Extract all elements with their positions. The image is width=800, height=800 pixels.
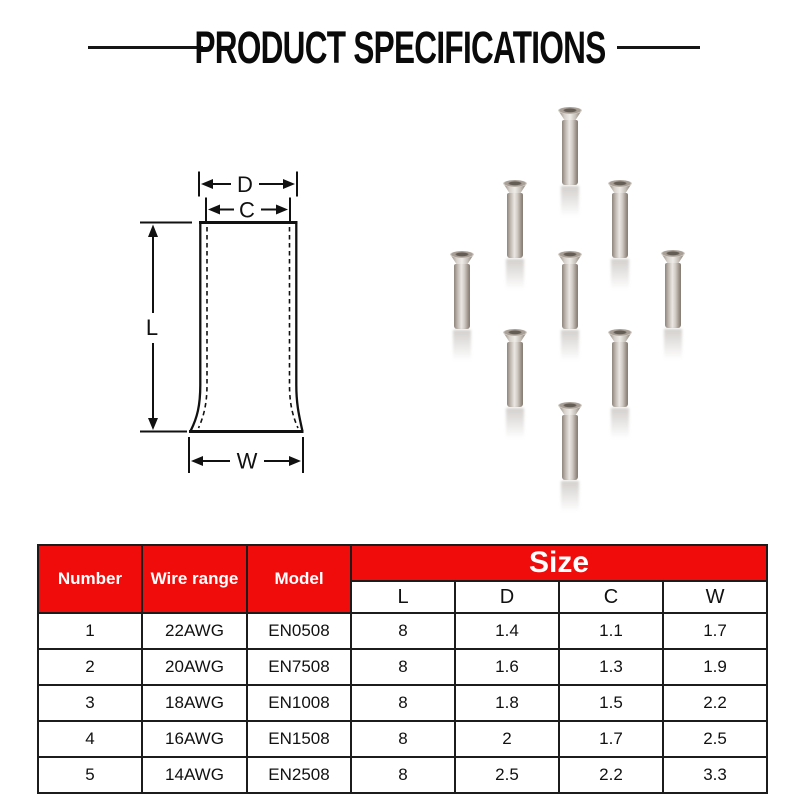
size-subheader-d: D bbox=[455, 581, 559, 613]
ferrule-rim-opening bbox=[503, 329, 527, 336]
dim-label-l: L bbox=[145, 315, 159, 340]
cell-size-c: 2.2 bbox=[559, 757, 663, 793]
ferrule-rim-opening bbox=[608, 180, 632, 187]
ferrule-photo-item bbox=[503, 329, 527, 409]
ferrule-photo-item bbox=[558, 402, 582, 482]
cell-model: EN0508 bbox=[247, 613, 351, 649]
cell-size-d: 2 bbox=[455, 721, 559, 757]
col-header-number: Number bbox=[38, 545, 142, 613]
ferrule-reflection bbox=[453, 330, 471, 366]
cell-wire-range: 14AWG bbox=[142, 757, 247, 793]
cell-model: EN2508 bbox=[247, 757, 351, 793]
ferrule-outline bbox=[189, 223, 304, 432]
title-divider-right bbox=[617, 46, 700, 49]
cell-wire-range: 18AWG bbox=[142, 685, 247, 721]
ferrule-tube bbox=[454, 264, 470, 329]
cell-number: 3 bbox=[38, 685, 142, 721]
spec-table bbox=[37, 544, 768, 794]
ferrule-rim-opening bbox=[558, 251, 582, 258]
table-row bbox=[38, 721, 767, 757]
ferrule-reflection bbox=[611, 259, 629, 295]
cell-model: EN1008 bbox=[247, 685, 351, 721]
cell-number: 1 bbox=[38, 613, 142, 649]
ferrule-tube bbox=[612, 193, 628, 258]
cell-size-c: 1.7 bbox=[559, 721, 663, 757]
cell-size-w: 2.2 bbox=[663, 685, 767, 721]
cell-size-w: 3.3 bbox=[663, 757, 767, 793]
ferrule-rim-opening bbox=[608, 329, 632, 336]
cell-model: EN1508 bbox=[247, 721, 351, 757]
ferrule-reflection bbox=[561, 186, 579, 222]
spec-table-header bbox=[38, 545, 767, 613]
ferrule-rim-opening bbox=[503, 180, 527, 187]
ferrule-photo-item bbox=[558, 107, 582, 187]
cell-size-l: 8 bbox=[351, 685, 455, 721]
table-row bbox=[38, 649, 767, 685]
cell-size-d: 1.6 bbox=[455, 649, 559, 685]
size-subheader-l: L bbox=[351, 581, 455, 613]
ferrule-photo-item bbox=[661, 250, 685, 330]
cell-wire-range: 20AWG bbox=[142, 649, 247, 685]
ferrule-reflection bbox=[664, 329, 682, 365]
size-subheader-c: C bbox=[559, 581, 663, 613]
col-header-model: Model bbox=[247, 545, 351, 613]
cell-number: 5 bbox=[38, 757, 142, 793]
ferrule-photo-item bbox=[503, 180, 527, 260]
ferrule-rim-opening bbox=[558, 402, 582, 409]
ferrule-dimension-diagram bbox=[128, 158, 328, 488]
ferrule-tube bbox=[562, 415, 578, 480]
ferrule-tube bbox=[562, 120, 578, 185]
cell-size-d: 2.5 bbox=[455, 757, 559, 793]
page-title: PRODUCT SPECIFICATIONS bbox=[194, 22, 606, 73]
ferrule-photo-item bbox=[450, 251, 474, 331]
cell-size-w: 2.5 bbox=[663, 721, 767, 757]
dim-label-c: C bbox=[239, 197, 255, 223]
ferrule-tube bbox=[665, 263, 681, 328]
cell-size-d: 1.4 bbox=[455, 613, 559, 649]
cell-size-c: 1.3 bbox=[559, 649, 663, 685]
ferrule-photo-item bbox=[608, 180, 632, 260]
cell-wire-range: 16AWG bbox=[142, 721, 247, 757]
table-row bbox=[38, 685, 767, 721]
ferrule-rim-opening bbox=[661, 250, 685, 257]
ferrule-photo-item bbox=[558, 251, 582, 331]
ferrule-rim-opening bbox=[450, 251, 474, 258]
cell-size-d: 1.8 bbox=[455, 685, 559, 721]
cell-number: 2 bbox=[38, 649, 142, 685]
cell-number: 4 bbox=[38, 721, 142, 757]
cell-size-w: 1.7 bbox=[663, 613, 767, 649]
col-header-size: Size bbox=[351, 545, 767, 581]
size-subheader-w: W bbox=[663, 581, 767, 613]
table-row bbox=[38, 613, 767, 649]
cell-size-c: 1.1 bbox=[559, 613, 663, 649]
ferrule-reflection bbox=[561, 481, 579, 517]
ferrule-reflection bbox=[506, 408, 524, 444]
cell-size-l: 8 bbox=[351, 721, 455, 757]
cell-size-l: 8 bbox=[351, 757, 455, 793]
ferrule-photo-item bbox=[608, 329, 632, 409]
table-row bbox=[38, 757, 767, 793]
cell-size-l: 8 bbox=[351, 649, 455, 685]
ferrule-reflection bbox=[561, 330, 579, 366]
ferrule-reflection bbox=[506, 259, 524, 295]
ferrule-rim-opening bbox=[558, 107, 582, 114]
cell-wire-range: 22AWG bbox=[142, 613, 247, 649]
cell-model: EN7508 bbox=[247, 649, 351, 685]
cell-size-w: 1.9 bbox=[663, 649, 767, 685]
cell-size-l: 8 bbox=[351, 613, 455, 649]
dim-label-w: W bbox=[236, 448, 258, 474]
ferrule-tube bbox=[612, 342, 628, 407]
ferrule-tube bbox=[562, 264, 578, 329]
cell-size-c: 1.5 bbox=[559, 685, 663, 721]
dim-label-d: D bbox=[237, 172, 253, 197]
ferrule-reflection bbox=[611, 408, 629, 444]
ferrule-tube bbox=[507, 342, 523, 407]
col-header-wire-range: Wire range bbox=[142, 545, 247, 613]
ferrule-tube bbox=[507, 193, 523, 258]
